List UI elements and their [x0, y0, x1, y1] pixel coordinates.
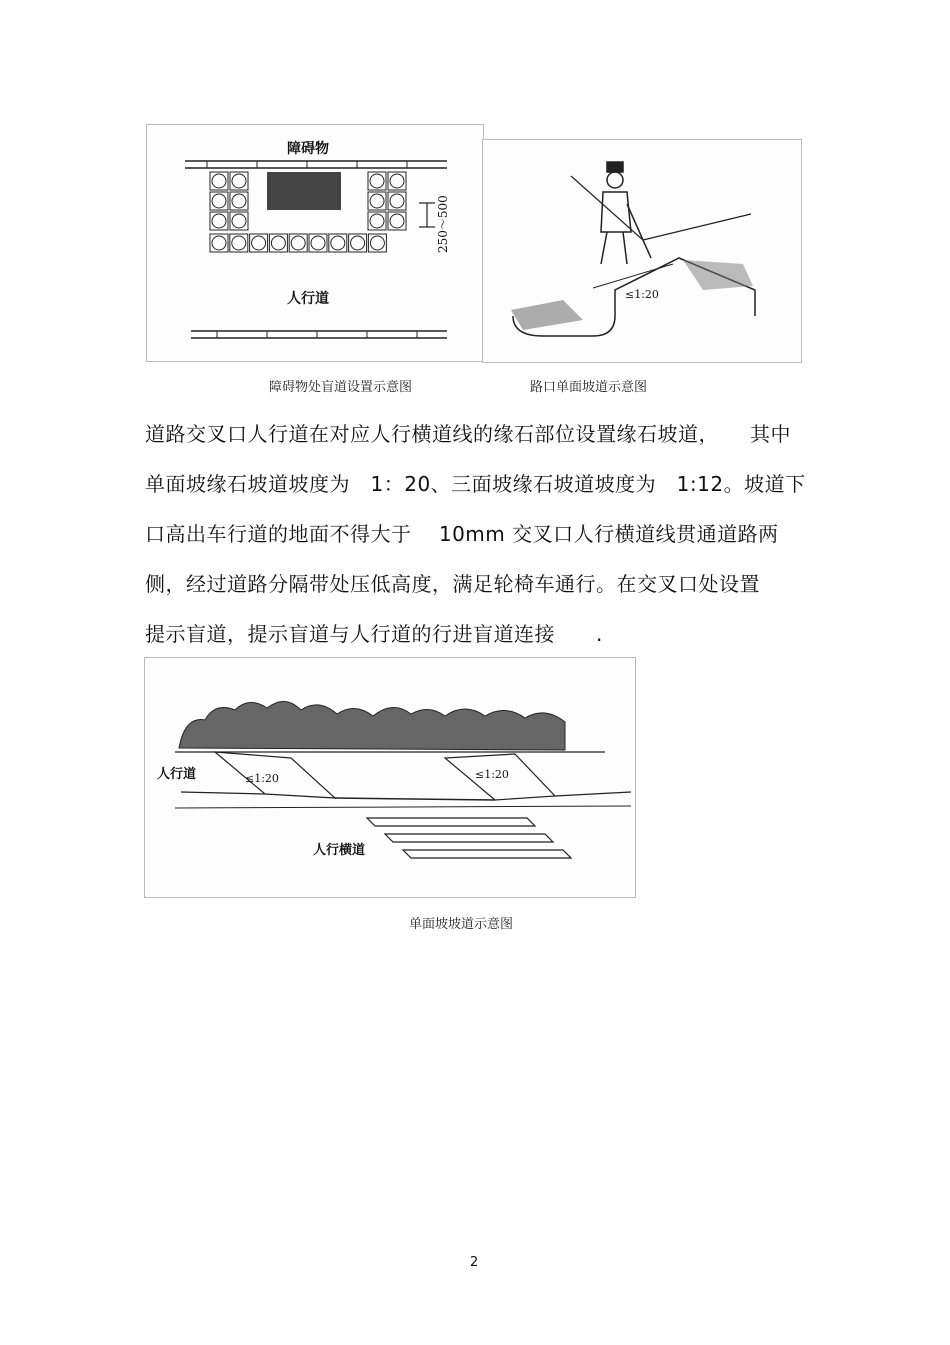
obstacle-block: [267, 172, 341, 210]
crossing-ramp-figure: [482, 139, 802, 363]
sidewalk-label: 人行道: [287, 291, 329, 307]
obstacle-diagram: [147, 125, 483, 361]
obstacle-label: 障碍物: [287, 141, 329, 157]
dimension-label: 250～500: [436, 195, 450, 253]
slope-label-left: ≤1:20: [245, 772, 279, 785]
slope-label-right: ≤1:20: [475, 768, 509, 781]
paragraph-line-5: 提示盲道，提示盲道与人行道的行进盲道连接 .: [145, 622, 603, 646]
paragraph-line-2: 单面坡缘石坡道坡度为 1：20、三面坡缘石坡道坡度为 1:12。坡道下: [145, 472, 806, 496]
figure-caption-obstacle: 障碍物处盲道设置示意图: [269, 380, 413, 395]
figure-caption-crossing: 路口单面坡道示意图: [530, 380, 648, 395]
pedestrian-figure: [601, 162, 651, 264]
hedge: [179, 701, 565, 750]
figure-caption-single-slope: 单面坡坡道示意图: [409, 917, 514, 932]
crosswalk-label: 人行横道: [313, 843, 366, 858]
crossing-ramp-diagram: [483, 140, 801, 362]
crosswalk-stripes: [367, 818, 571, 858]
sidewalk-label: 人行道: [157, 767, 197, 782]
obstacle-blind-path-figure: [146, 124, 484, 362]
slope-label: ≤1:20: [625, 288, 659, 301]
single-slope-ramp-figure: [144, 657, 636, 898]
page-number: 2: [470, 1255, 479, 1270]
paragraph-line-4: 侧，经过道路分隔带处压低高度，满足轮椅车通行。在交叉口处设置: [145, 572, 760, 596]
paragraph-line-1: 道路交叉口人行道在对应人行横道线的缘石部位设置缘石坡道， 其中: [145, 422, 791, 446]
paragraph-line-3: 口高出车行道的地面不得大于 10mm 交叉口人行横道线贯通道路两: [145, 522, 779, 546]
single-slope-diagram: [145, 658, 635, 897]
